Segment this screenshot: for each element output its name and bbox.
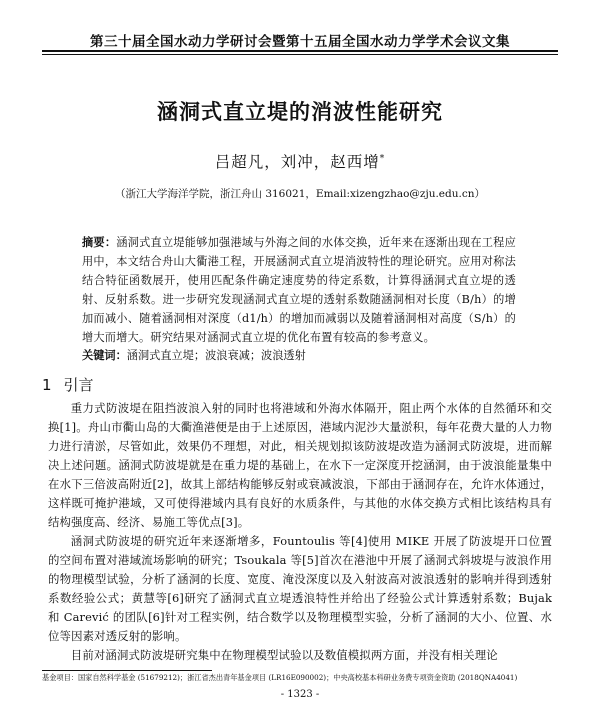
author-names: 吕超凡，刘冲，赵西增	[214, 153, 380, 171]
affiliation: （浙江大学海洋学院，浙江舟山 316021，Email:xizengzhao@zju.edu.cn）	[114, 188, 485, 200]
keywords-label: 关键词：	[82, 349, 127, 362]
page-number: - 1323 -	[280, 689, 320, 700]
body-text	[48, 399, 552, 665]
abstract	[82, 233, 516, 347]
paper-title: 涵洞式直立堤的消波性能研究	[157, 100, 443, 124]
keywords-text: 涵洞式直立堤；波浪衰减；波浪透射	[126, 349, 306, 362]
funding-footnote: 基金项目：国家自然科学基金 (51679212)；浙江省杰出青年基金项目 (LR16E090002)；中央高校基本科研业务费专项资金资助 (2018QNA4041)	[42, 673, 518, 682]
body-paragraph: 涵洞式防波堤的研究近年来逐渐增多，Fountoulis 等[4]使用 MIKE 开展了防波堤开口位置的空间布置对港域流场影响的研究；Tsoukala 等[5]首次在港池中开展了涵洞式斜坡堤与波浪作用的物理模型试验，分析了涵洞的长度、宽度、淹没深度以及入射波高对波浪透射的影响并得到透射系数经验公式；黄慧等[6]研究了涵洞式直立堤透浪特性并给出了经验公式计算透射系数；Bujak 和 Carević 的团队[6]针对工程实例，结合数学以及物理模型实验，分析了涵洞的大小、位置、水位等因素对透反射的影响。	[48, 534, 552, 643]
abstract-label: 摘要：	[82, 236, 117, 249]
abstract-text: 涵洞式直立堤能够加强港域与外海之间的水体交换，近年来在逐渐出现在工程应用中，本文结合舟山大衢港工程，开展涵洞式直立堤消波特性的理论研究。应用对称法结合特征函数展开，使用匹配条件确定速度势的待定系数，计算得涵洞式直立堤的透射、反射系数。进一步研究发现涵洞式直立堤的透射系数随涵洞相对长度（B/h）的增加而减小、随着涵洞相对深度（d1/h）的增加而减弱以及随着涵洞相对高度（S/h）的增大而增大。研究结果对涵洞式直立堤的优化布置有较高的参考意义。	[82, 236, 516, 344]
footnote-rule	[42, 670, 212, 671]
running-header: 第三十届全国水动力学研讨会暨第十五届全国水动力学学术会议文集	[90, 34, 510, 50]
header-rule	[42, 50, 558, 52]
keywords	[82, 347, 516, 363]
header-rule-thin	[42, 54, 558, 55]
section-heading	[42, 374, 94, 395]
author-list	[0, 150, 600, 172]
body-paragraph: 重力式防波堤在阻挡波浪入射的同时也将港域和外海水体隔开，阻止两个水体的自然循环和交换[1]。舟山市衢山岛的大衢渔港便是由于上述原因，港域内泥沙大量淤积，每年花费大量的人力物力进行清淤，尽管如此，效果仍不理想，对此，相关规划拟该防波堤改造为涵洞式防波堤，进而解决上述问题。涵洞式防波堤就是在重力堤的基础上，在水下一定深度开挖涵洞，由于波浪能量集中在水下三倍波高附近[2]，故其上部结构能够反射或衰减波浪，下部由于涵洞存在，允许水体通过，这样既可掩护港域，又可使得港域内具有良好的水质条件，与其他的水体交换方式相比该结构具有结构强度高、经济、易施工等优点[3]。	[48, 401, 552, 529]
section-number: 1	[42, 376, 52, 394]
body-paragraph: 目前对涵洞式防波堤研究集中在物理模型试验以及数值模拟两方面，并没有相关理论	[70, 648, 498, 662]
section-title: 引言	[63, 376, 94, 394]
corresponding-mark: *	[379, 153, 386, 164]
